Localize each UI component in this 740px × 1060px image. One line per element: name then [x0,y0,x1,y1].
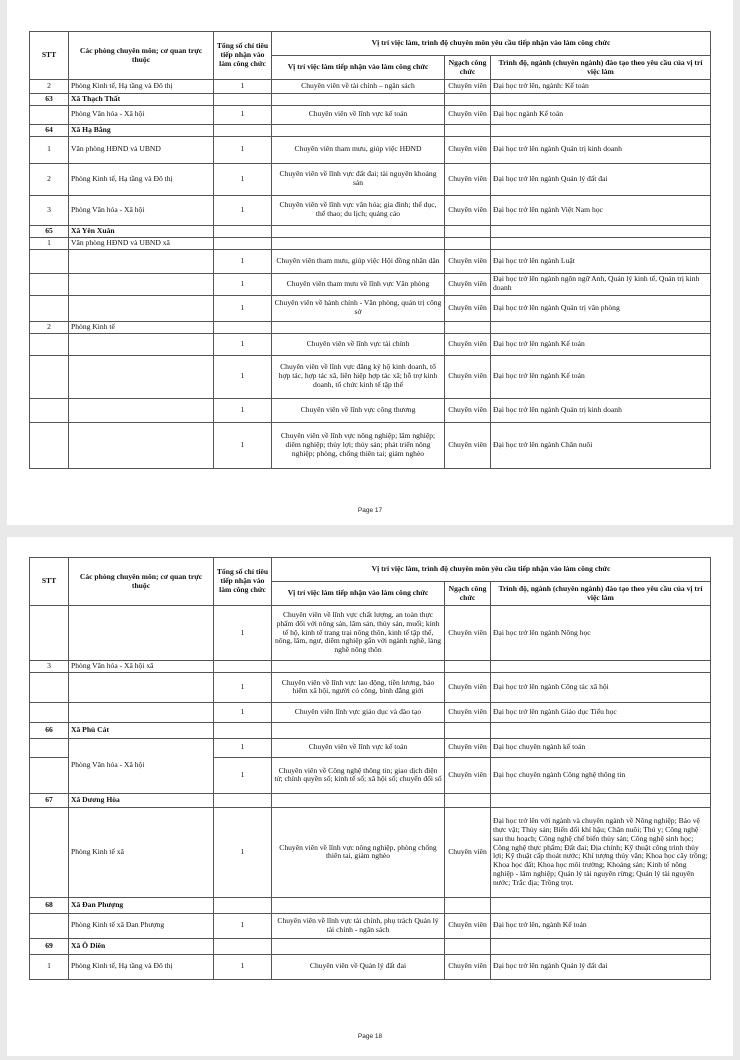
count-cell: 1 [214,672,272,702]
header-stt: STT [30,32,69,80]
stt-cell: 2 [30,321,69,333]
table-row [30,355,711,398]
stt-cell [30,422,69,468]
qualification-cell: Đại học ngành Kế toán [491,105,711,124]
table-row [30,136,711,163]
position-cell [272,321,445,333]
position-cell: Chuyên viên tham mưu về lĩnh vực Văn phòng [272,273,445,295]
stt-cell [30,738,69,757]
unit-cell: Văn phòng HĐND và UBND xã [69,237,214,249]
table-row [30,672,711,702]
commune-name: Xã Ô Diên [69,938,214,954]
count-cell: 1 [214,163,272,195]
table-row [30,105,711,124]
position-cell: Chuyên viên tham mưu, giúp việc Hội đồng nhân dân [272,249,445,273]
table-header [30,32,711,80]
qualification-cell: Đại học trở lên, ngành Kế toán [491,913,711,938]
qualification-cell: Đại học chuyên ngành kế toán [491,738,711,757]
table-row [30,954,711,979]
stt-cell: 68 [30,897,69,913]
position-cell: Chuyên viên lĩnh vực giáo dục và đào tạo [272,702,445,722]
count-cell: 1 [214,913,272,938]
stt-cell: 66 [30,722,69,738]
rank-cell [445,321,491,333]
rank-cell [445,938,491,954]
stt-cell [30,702,69,722]
count-cell: 1 [214,702,272,722]
unit-cell [69,398,214,422]
count-cell [214,225,272,237]
rank-cell [445,722,491,738]
header-row [30,558,711,582]
position-cell: Chuyên viên về tài chính – ngân sách [272,80,445,94]
rank-cell: Chuyên viên [445,807,491,897]
rank-cell: Chuyên viên [445,757,491,793]
count-cell: 1 [214,295,272,321]
position-cell: Chuyên viên về lĩnh vực lao động, tiền lương, bảo hiểm xã hội, người có công, bình đẳng giới [272,672,445,702]
position-cell: Chuyên viên về lĩnh vực nông nghiệp, phòng chống thiên tai, giảm nghèo [272,807,445,897]
qualification-cell: Đại học trở lên ngành Luật [491,249,711,273]
qualification-cell [491,321,711,333]
unit-cell: Phòng Kinh tế xã Đan Phượng [69,913,214,938]
stt-cell [30,273,69,295]
commune-name: Xã Dương Hòa [69,793,214,807]
header-total: Tổng số chỉ tiêu tiếp nhận vào làm công chức [214,32,272,80]
position-cell: Chuyên viên về lĩnh vực chất lượng, an toàn thực phẩm đối với nông sản, lâm sản, thủy sản, muối; kinh tế hộ, kinh tế trang trại nông thôn, kinh tế tập thể, nông, lâm, ngư, diêm nghiệp gắn với ngành nghề, làng nghề nông thôn [272,606,445,661]
count-cell: 1 [214,757,272,793]
count-cell: 1 [214,333,272,355]
qualification-cell: Đại học trở lên, ngành: Kế toán [491,80,711,94]
position-cell: Chuyên viên về Công nghệ thông tin; giao dịch điện tử; chính quyền số; kinh tế số; xã hội số; chuyển đổi số [272,757,445,793]
position-cell: Chuyên viên về lĩnh vực kế toán [272,105,445,124]
position-cell [272,225,445,237]
count-cell [214,897,272,913]
qualification-cell: Đại học trở lên ngành Quản trị văn phòng [491,295,711,321]
document-page-17 [7,0,733,525]
stt-cell: 63 [30,94,69,106]
rank-cell: Chuyên viên [445,195,491,225]
unit-cell [69,249,214,273]
unit-cell: Văn phòng HĐND và UBND [69,136,214,163]
position-cell: Chuyên viên về lĩnh vực văn hóa; gia đình; thể dục, thể thao; du lịch; quảng cáo [272,195,445,225]
recruitment-table [29,557,711,980]
qualification-cell: Đại học trở lên với ngành và chuyên ngành về Nông nghiệp; Bảo vệ thực vật; Thủy sản; Biến đổi khí hậu; Chăn nuôi; Thú y; Công nghệ sau thu hoạch; Công nghệ chế biến thủy sản; Công nghệ sinh học; Công nghệ thực phẩm; Đất đai; Địa chính; Kỹ thuật công trình thủy lợi; Kỹ thuật cấp thoát nước; Khí tượng thủy văn; Khoa học cây trồng; Khoa học đất; Khoa học môi trường; Khoáng sản; Kinh tế nông nghiệp - lâm nghiệp; Quản lý tài nguyên rừng; Quản lý tài nguyên nước; Trắc địa; Trồng trọt. [491,807,711,897]
count-cell [214,661,272,673]
rank-cell [445,661,491,673]
header-qualification: Trình độ, ngành (chuyên ngành) đào tạo theo yêu cầu của vị trí việc làm [491,56,711,80]
rank-cell: Chuyên viên [445,163,491,195]
header-qualification: Trình độ, ngành (chuyên ngành) đào tạo theo yêu cầu của vị trí việc làm [491,582,711,606]
table-row [30,738,711,757]
position-cell: Chuyên viên về lĩnh vực nông nghiệp; lâm nghiệp; diêm nghiệp; thủy lợi; thủy sản; phát triển nông nghiệp; phòng, chống thiên tai; giảm nghèo [272,422,445,468]
rank-cell [445,897,491,913]
qualification-cell [491,661,711,673]
section-row [30,938,711,954]
table-row [30,80,711,94]
rank-cell [445,225,491,237]
rank-cell: Chuyên viên [445,80,491,94]
unit-cell [69,273,214,295]
position-cell: Chuyên viên về lĩnh vực đăng ký hộ kinh doanh, tổ hợp tác, hợp tác xã, liên hiệp hợp tác xã; hỗ trợ kinh doanh, tổ chức kinh tế tập thể [272,355,445,398]
unit-cell [69,672,214,702]
rank-cell: Chuyên viên [445,672,491,702]
stt-cell [30,807,69,897]
unit-cell [69,355,214,398]
stt-cell [30,249,69,273]
stt-cell [30,606,69,661]
count-cell: 1 [214,105,272,124]
unit-cell [69,333,214,355]
qualification-cell: Đại học trở lên ngành Quản trị kinh doanh [491,136,711,163]
stt-cell: 1 [30,136,69,163]
rank-cell: Chuyên viên [445,738,491,757]
count-cell: 1 [214,249,272,273]
section-row [30,124,711,136]
table-row [30,661,711,673]
section-row [30,897,711,913]
qualification-cell: Đại học trở lên ngành Việt Nam học [491,195,711,225]
table-row [30,237,711,249]
count-cell [214,793,272,807]
rank-cell [445,793,491,807]
count-cell: 1 [214,273,272,295]
qualification-cell: Đại học trở lên ngành Quản lý đất đai [491,163,711,195]
rank-cell: Chuyên viên [445,913,491,938]
header-unit: Các phòng chuyên môn; cơ quan trực thuộc [69,32,214,80]
header-group: Vị trí việc làm, trình độ chuyên môn yêu cầu tiếp nhận vào làm công chức [272,32,711,56]
header-stt: STT [30,558,69,606]
table-row [30,422,711,468]
stt-cell [30,398,69,422]
table-row [30,249,711,273]
qualification-cell: Đại học trở lên ngành Kế toán [491,355,711,398]
rank-cell: Chuyên viên [445,273,491,295]
qualification-cell: Đại học trở lên ngành Quản lý đất đai [491,954,711,979]
position-cell: Chuyên viên tham mưu, giúp việc HĐND [272,136,445,163]
qualification-cell: Đại học trở lên ngành Giáo dục Tiểu học [491,702,711,722]
stt-cell: 64 [30,124,69,136]
count-cell: 1 [214,807,272,897]
stt-cell: 65 [30,225,69,237]
commune-name: Xã Yên Xuân [69,225,214,237]
stt-cell: 1 [30,237,69,249]
count-cell [214,321,272,333]
qualification-cell [491,124,711,136]
qualification-cell: Đại học chuyên ngành Công nghệ thông tin [491,757,711,793]
position-cell: Chuyên viên về Quản lý đất đai [272,954,445,979]
section-row [30,94,711,106]
unit-cell: Phòng Kinh tế [69,321,214,333]
stt-cell [30,295,69,321]
commune-name: Xã Phù Cát [69,722,214,738]
count-cell [214,94,272,106]
page-number: Page 17 [357,507,383,514]
rank-cell: Chuyên viên [445,398,491,422]
unit-cell: Phòng Kinh tế xã [69,807,214,897]
stt-cell: 2 [30,80,69,94]
count-cell [214,237,272,249]
count-cell: 1 [214,954,272,979]
position-cell [272,124,445,136]
qualification-cell [491,94,711,106]
rank-cell: Chuyên viên [445,702,491,722]
position-cell [272,938,445,954]
rank-cell: Chuyên viên [445,136,491,163]
qualification-cell: Đại học trở lên ngành Quản trị kinh doanh [491,398,711,422]
position-cell: Chuyên viên về lĩnh vực công thương [272,398,445,422]
stt-cell [30,672,69,702]
unit-cell: Phòng Văn hóa - Xã hội [69,195,214,225]
count-cell: 1 [214,398,272,422]
stt-cell [30,355,69,398]
rank-cell: Chuyên viên [445,422,491,468]
rank-cell [445,237,491,249]
commune-name: Xã Hạ Bằng [69,124,214,136]
rank-cell: Chuyên viên [445,295,491,321]
count-cell: 1 [214,136,272,163]
position-cell [272,237,445,249]
stt-cell: 3 [30,195,69,225]
section-row [30,793,711,807]
count-cell [214,938,272,954]
qualification-cell [491,225,711,237]
qualification-cell [491,897,711,913]
stt-cell [30,333,69,355]
qualification-cell: Đại học trở lên ngành ngôn ngữ Anh, Quản lý kinh tế, Quản trị kinh doanh [491,273,711,295]
header-rank: Ngạch công chức [445,582,491,606]
qualification-cell: Đại học trở lên ngành Công tác xã hội [491,672,711,702]
table-row [30,807,711,897]
unit-cell: Phòng Văn hóa - Xã hội xã [69,661,214,673]
qualification-cell [491,237,711,249]
stt-cell: 3 [30,661,69,673]
stt-cell [30,913,69,938]
recruitment-table [29,31,711,469]
header-position: Vị trí việc làm tiếp nhận vào làm công chức [272,582,445,606]
position-cell [272,897,445,913]
table-body [30,606,711,980]
unit-cell: Phòng Kinh tế, Hạ tầng và Đô thị [69,80,214,94]
position-cell [272,722,445,738]
position-cell: Chuyên viên về lĩnh vực tài chính, phụ trách Quản lý tài chính - ngân sách [272,913,445,938]
qualification-cell: Đại học trở lên ngành Kế toán [491,333,711,355]
rank-cell: Chuyên viên [445,333,491,355]
unit-cell [69,295,214,321]
table-row [30,195,711,225]
qualification-cell: Đại học trở lên ngành Nông học [491,606,711,661]
table-header [30,558,711,606]
position-cell [272,793,445,807]
count-cell: 1 [214,606,272,661]
stt-cell: 1 [30,954,69,979]
header-rank: Ngạch công chức [445,56,491,80]
header-total: Tổng số chỉ tiêu tiếp nhận vào làm công chức [214,558,272,606]
count-cell: 1 [214,80,272,94]
rank-cell: Chuyên viên [445,606,491,661]
position-cell [272,94,445,106]
qualification-cell [491,722,711,738]
qualification-cell [491,793,711,807]
commune-name: Xã Thạch Thất [69,94,214,106]
commune-name: Xã Đan Phượng [69,897,214,913]
count-cell: 1 [214,355,272,398]
section-row [30,225,711,237]
position-cell: Chuyên viên về hành chính - Văn phòng, quản trị công sở [272,295,445,321]
table-row [30,163,711,195]
document-page-18 [7,537,733,1056]
count-cell [214,722,272,738]
table-row [30,606,711,661]
position-cell: Chuyên viên về lĩnh vực đất đai; tài nguyên khoáng sản [272,163,445,195]
rank-cell [445,94,491,106]
position-cell: Chuyên viên về lĩnh vực tài chính [272,333,445,355]
header-row [30,32,711,56]
rank-cell: Chuyên viên [445,355,491,398]
count-cell: 1 [214,195,272,225]
header-group: Vị trí việc làm, trình độ chuyên môn yêu cầu tiếp nhận vào làm công chức [272,558,711,582]
table-body [30,80,711,469]
unit-cell [69,422,214,468]
unit-cell: Phòng Kinh tế, Hạ tầng và Đô thị [69,954,214,979]
table-row [30,398,711,422]
rank-cell: Chuyên viên [445,954,491,979]
position-cell [272,661,445,673]
count-cell [214,124,272,136]
table-row [30,913,711,938]
rank-cell: Chuyên viên [445,249,491,273]
section-row [30,722,711,738]
stt-cell: 67 [30,793,69,807]
count-cell: 1 [214,422,272,468]
stt-cell: 2 [30,163,69,195]
position-cell: Chuyên viên về lĩnh vực kế toán [272,738,445,757]
stt-cell [30,757,69,793]
rank-cell [445,124,491,136]
table-row [30,333,711,355]
unit-cell: Phòng Văn hóa - Xã hội [69,738,214,793]
unit-cell [69,606,214,661]
table-row [30,295,711,321]
unit-cell: Phòng Văn hóa - Xã hội [69,105,214,124]
header-position: Vị trí việc làm tiếp nhận vào làm công chức [272,56,445,80]
page-number: Page 18 [357,1033,383,1040]
unit-cell: Phòng Kinh tế, Hạ tầng và Đô thị [69,163,214,195]
unit-cell [69,702,214,722]
header-unit: Các phòng chuyên môn; cơ quan trực thuộc [69,558,214,606]
qualification-cell: Đại học trở lên ngành Chăn nuôi [491,422,711,468]
table-row [30,702,711,722]
stt-cell [30,105,69,124]
table-row [30,273,711,295]
qualification-cell [491,938,711,954]
stt-cell: 69 [30,938,69,954]
table-row [30,321,711,333]
rank-cell: Chuyên viên [445,105,491,124]
count-cell: 1 [214,738,272,757]
